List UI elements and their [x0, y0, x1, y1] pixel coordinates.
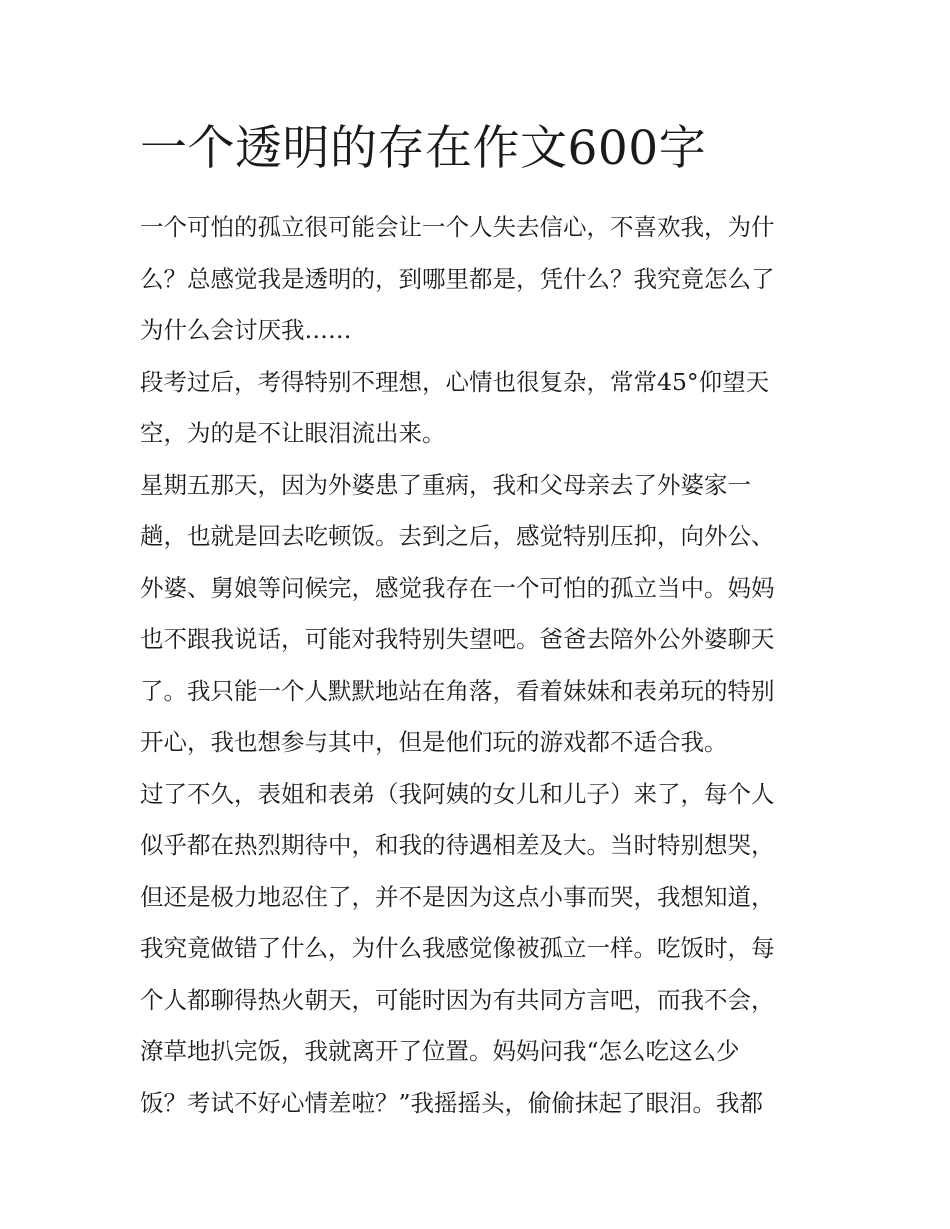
paragraph-1	[140, 202, 820, 357]
text-line: 一个可怕的孤立很可能会让一个人失去信心，不喜欢我，为什	[140, 213, 775, 241]
text-line: 也不跟我说话，可能对我特别失望吧。爸爸去陪外公外婆聊天	[140, 625, 775, 653]
paragraph-2	[140, 357, 820, 460]
text-line: 饭？考试不好心情差啦？”我摇摇头，偷偷抹起了眼泪。我都	[140, 1088, 764, 1117]
document-title: 一个透明的存在作文600字	[140, 121, 707, 176]
text-line: 过了不久，表姐和表弟（我阿姨的女儿和儿子）来了，每个人	[140, 779, 775, 808]
text-line: 我究竟做错了什么，为什么我感觉像被孤立一样。吃饭时，每	[140, 934, 775, 962]
text-line: 潦草地扒完饭，我就离开了位置。妈妈问我“怎么吃这么少	[140, 1037, 740, 1065]
text-line: 趟，也就是回去吃顿饭。去到之后，感觉特别压抑，向外公、	[140, 522, 775, 550]
document-page	[140, 118, 820, 1129]
text-line: 段考过后，考得特别不理想，心情也很复杂，常常45°仰望天	[140, 367, 770, 396]
paragraph-3	[140, 460, 820, 769]
text-line: 星期五那天，因为外婆患了重病，我和父母亲去了外婆家一	[140, 470, 751, 499]
text-line: 个人都聊得热火朝天，可能时因为有共同方言吧，而我不会，	[140, 985, 775, 1014]
text-line: 外婆、舅娘等问候完，感觉我存在一个可怕的孤立当中。妈妈	[140, 573, 775, 602]
text-line: 似乎都在热烈期待中，和我的待遇相差及大。当时特别想哭，	[140, 831, 775, 859]
text-line: 了。我只能一个人默默地站在角落，看着妹妹和表弟玩的特别	[140, 676, 775, 705]
text-line: 空，为的是不让眼泪流出来。	[140, 419, 446, 447]
paragraph-4	[140, 769, 820, 1130]
text-line: 么？总感觉我是透明的，到哪里都是，凭什么？我究竟怎么了	[140, 264, 775, 293]
text-line: 为什么会讨厌我……	[140, 316, 352, 344]
text-line: 开心，我也想参与其中，但是他们玩的游戏都不适合我。	[140, 728, 728, 756]
text-line: 但还是极力地忍住了，并不是因为这点小事而哭，我想知道，	[140, 882, 775, 911]
